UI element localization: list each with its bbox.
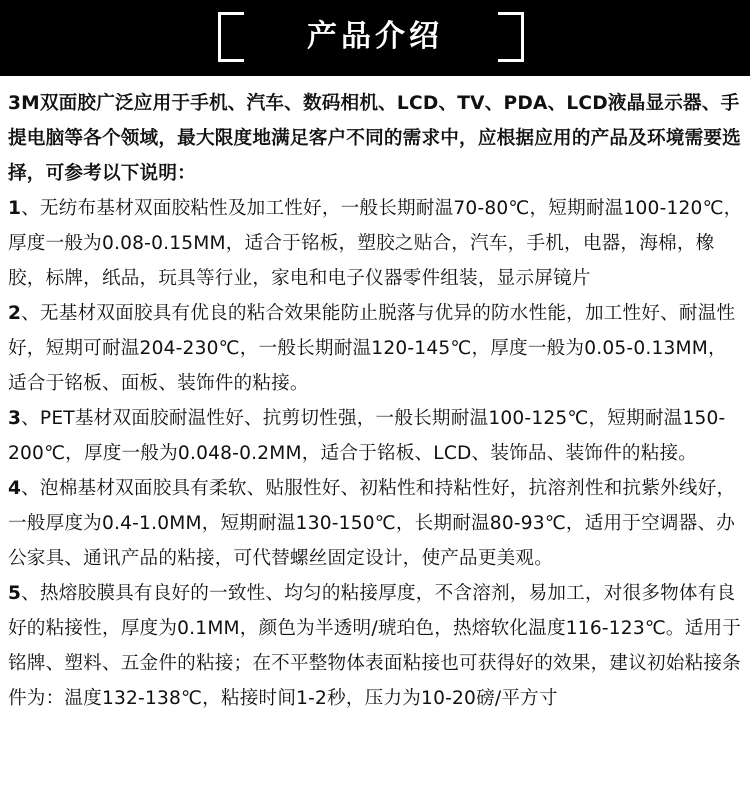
item-number: 1 — [8, 198, 22, 219]
item-text: 、泡棉基材双面胶具有柔软、贴服性好、初粘性和持粘性好，抗溶剂性和抗紫外线好，一般厚度为0.4-1.0MM，短期耐温130-150℃，长期耐温80-93℃，适用于空调器、办公家具、通讯产品的粘接，可代替螺丝固定设计，使产品更美观。 — [8, 478, 736, 569]
description-body — [0, 76, 750, 716]
item-text: 、热熔胶膜具有良好的一致性、均匀的粘接厚度，不含溶剂，易加工，对很多物体有良好的粘接性，厚度为0.1MM，颜色为半透明/琥珀色，热熔软化温度116-123℃。适用于铭牌、塑料、五金件的粘接；在不平整物体表面粘接也可获得好的效果，建议初始粘接条件为：温度132-138℃，粘接时间1-2秒，压力为10-20磅/平方寸 — [8, 583, 742, 709]
page-title: 产品介绍 — [307, 19, 443, 54]
item-number: 2 — [8, 303, 22, 324]
item-text: 、无基材双面胶具有优良的粘合效果能防止脱落与优异的防水性能，加工性好、耐温性好，短期可耐温204-230℃，一般长期耐温120-145℃，厚度一般为0.05-0.13MM，适合于铭板、面板、装饰件的粘接。 — [8, 303, 736, 394]
list-item — [8, 296, 744, 401]
list-item — [8, 471, 744, 576]
item-number: 3 — [8, 408, 22, 429]
header-banner — [0, 0, 750, 76]
item-number: 5 — [8, 583, 22, 604]
list-item — [8, 191, 744, 296]
item-text: 、无纺布基材双面胶粘性及加工性好，一般长期耐温70-80℃，短期耐温100-120℃，厚度一般为0.08-0.15MM，适合于铭板，塑胶之贴合，汽车，手机，电器，海棉，橡胶，标牌，纸品，玩具等行业，家电和电子仪器零件组装，显示屏镜片 — [8, 198, 743, 289]
list-item — [8, 576, 744, 716]
item-text: 、PET基材双面胶耐温性好、抗剪切性强，一般长期耐温100-125℃，短期耐温150-200℃，厚度一般为0.048-0.2MM，适合于铭板、LCD、装饰品、装饰件的粘接。 — [8, 408, 726, 464]
list-item — [8, 401, 744, 471]
intro-paragraph: 3M双面胶广泛应用于手机、汽车、数码相机、LCD、TV、PDA、LCD液晶显示器、手提电脑等各个领域，最大限度地满足客户不同的需求中，应根据应用的产品及环境需要选择，可参考以下说明： — [8, 93, 741, 184]
item-number: 4 — [8, 478, 22, 499]
